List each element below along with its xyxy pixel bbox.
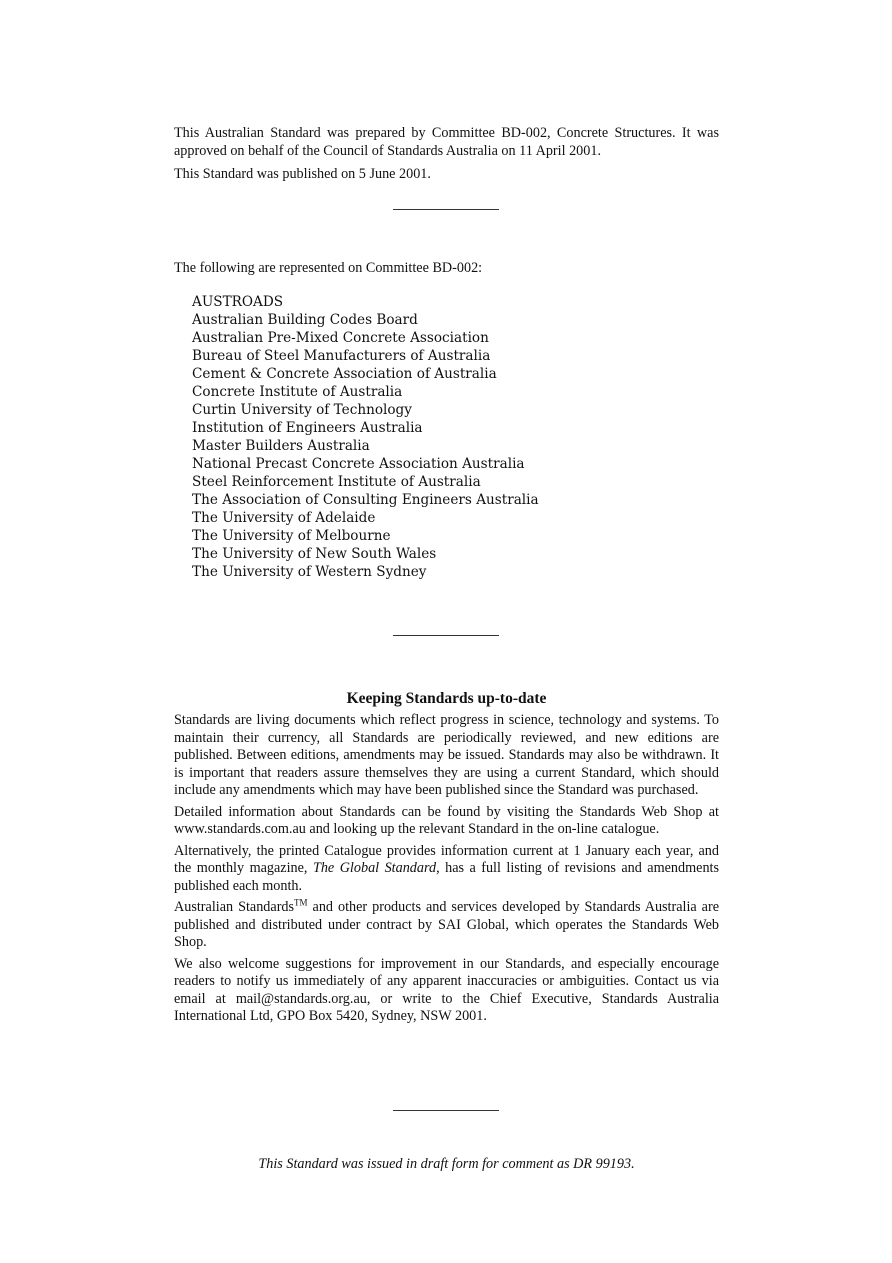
sai-text-start: Australian Standards [174, 899, 295, 915]
committee-member: AUSTROADS [192, 294, 284, 310]
approval-section [174, 125, 719, 184]
paragraph-sai-global [174, 899, 719, 952]
approval-statement: This Australian Standard was prepared by Committee BD-002, Concrete Structures. It was approved on behalf of the Council of Standards Australia on 11 April 2001. [174, 125, 719, 159]
separator-rule [393, 1110, 499, 1111]
paragraph-catalogue [174, 843, 719, 896]
committee-member: Steel Reinforcement Institute of Australia [192, 474, 481, 490]
committee-member: National Precast Concrete Association Australia [192, 456, 525, 472]
committee-member-list [192, 293, 539, 581]
committee-member: Australian Pre-Mixed Concrete Association [192, 330, 489, 346]
committee-member: Cement & Concrete Association of Australia [192, 366, 497, 382]
draft-notice: This Standard was issued in draft form for comment as DR 99193. [258, 1156, 635, 1172]
paragraph-suggestions: We also welcome suggestions for improvement in our Standards, and especially encourage readers to notify us immediately of any apparent inaccuracies or ambiguities. Contact us via email at mail@standards.org.au, or write to the Chief Executive, Standards Australia International Ltd, GPO Box 5420, Sydney, NSW 2001. [174, 955, 719, 1024]
committee-member: The University of Western Sydney [192, 564, 427, 580]
committee-member: The Association of Consulting Engineers Australia [192, 492, 539, 508]
committee-member: Australian Building Codes Board [192, 312, 418, 328]
committee-member: Concrete Institute of Australia [192, 384, 403, 400]
committee-member: Curtin University of Technology [192, 402, 412, 418]
catalogue-text-start: Alternatively, the printed Catalogue provides information current at 1 January each year, and the monthly magazine, [174, 842, 719, 876]
committee-member: The University of Melbourne [192, 528, 391, 544]
committee-member: Bureau of Steel Manufacturers of Australia [192, 348, 491, 364]
section-heading: Keeping Standards up-to-date [346, 690, 547, 707]
publication-date: This Standard was published on 5 June 2001. [174, 166, 431, 182]
paragraph-living-documents: Standards are living documents which reflect progress in science, technology and systems. To maintain their currency, all Standards are periodically reviewed, and new editions are published. Between editions, amendments may be issued. Standards may also be withdrawn. It is important that readers assure themselves they are using a current Standard, which should include any amendments which may have been published since the Standard was purchased. [174, 712, 719, 798]
trademark-mark: TM [294, 897, 308, 908]
catalogue-text-end: , has a full listing of revisions and amendments published each month. [174, 860, 719, 894]
sai-text-end: and other products and services developed by Standards Australia are published and distributed under contract by SAI Global, which operates the Standards Web Shop. [174, 899, 720, 950]
committee-intro: The following are represented on Committee BD-002: [174, 260, 483, 276]
committee-member: The University of Adelaide [192, 510, 376, 526]
magazine-title: The Global Standard [312, 860, 437, 876]
committee-member: The University of New South Wales [192, 546, 437, 562]
committee-member: Institution of Engineers Australia [192, 420, 423, 436]
paragraph-web-shop: Detailed information about Standards can be found by visiting the Standards Web Shop at www.standards.com.au and looking up the relevant Standard in the on-line catalogue. [174, 803, 719, 837]
separator-rule [393, 635, 499, 636]
keeping-standards-section [174, 712, 719, 1030]
committee-member: Master Builders Australia [192, 438, 370, 454]
separator-rule [393, 209, 499, 210]
